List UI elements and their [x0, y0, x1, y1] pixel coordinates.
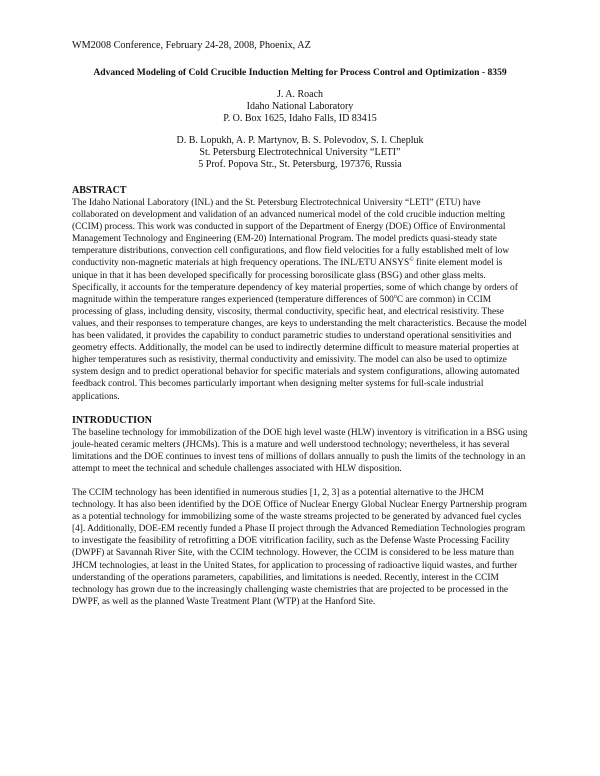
abstract-text-part: finite element model is unique in that it has been developed specifically for processing borosilicate glass (BSG) and other glass melts. Specifically, it accounts for the temperature dependency of key material properties, some of which change by orders of magnitude within the temperature ranges experienced (temperature differences of 500 [72, 258, 518, 305]
author-address: P. O. Box 1625, Idaho Falls, ID 83415 [223, 113, 377, 124]
introduction-paragraph-1: The baseline technology for immobilization of the DOE high level waste (HLW) inventory is vitrification in a BSG using joule-heated ceramic melters (JHCMs). This is a mature and well understood technology; nevertheless, it has several limitations and the DOE continues to invest tens of millions of dollars annually to push the limits of the technology in an attempt to meet the technical and schedule challenges associated with HLW disposition. [72, 427, 528, 474]
author-names: D. B. Lopukh, A. P. Martynov, B. S. Polevodov, S. I. Chepluk [176, 135, 424, 146]
degree-superscript: o [393, 293, 397, 300]
author-block-inl [72, 89, 528, 125]
abstract-text-part: The Idaho National Laboratory (INL) and the St. Petersburg Electrotechnical University “LETI” (ETU) have collaborated on development and validation of an advanced numerical model of the cold crucible induction melting (CCIM) process. This work was conducted in support of the Department of Energy (DOE) Office of Environmental Management Technology and Engineering (EM-20) International Program. The model predicts quasi-steady state temperature distributions, convection cell configurations, and flow field velocities for a fully established melt of low conductivity non-magnetic materials at high frequency operations. The INL/ETU ANSYS [72, 198, 510, 269]
abstract-paragraph [72, 197, 528, 403]
abstract-text-part: C are common) in CCIM processing of glass, including density, viscosity, thermal conductivity, specific heat, and electrical resistivity. These values, and their responses to temperature changes, are keys to understanding the melt characteristics. Because the model has been validated, it provides the capability to conduct parametric studies to understand operational sensitivities and geometry effects. Additionally, the model can be used to indirectly determine difficult to measure material properties at higher temperatures such as resistivity, thermal conductivity and emissivity. The model can also be used to optimize system design and to predict operational behavior for specific materials and system configurations, allowing automated feedback control. This becomes particularly important when designing melter systems for full-scale industrial applications. [72, 294, 527, 402]
author-address: 5 Prof. Popova Str., St. Petersburg, 197376, Russia [198, 159, 402, 170]
author-name: J. A. Roach [276, 89, 324, 100]
introduction-paragraph-2: The CCIM technology has been identified in numerous studies [1, 2, 3] as a potential alternative to the JHCM technology. It has also been identified by the DOE Office of Nuclear Energy Global Nuclear Energy Partnership program as a potential technology for immobilizing some of the waste streams projected to be generated by advanced fuel cycles [4]. Additionally, DOE-EM recently funded a Phase II project through the Advanced Remediation Technologies program to investigate the feasibility of retrofitting a DOE vitrification facility, such as the Defense Waste Processing Facility (DWPF) at Savannah River Site, with the CCIM technology. However, the CCIM is considered to be less mature than JHCM technologies, at least in the United States, for application to processing of radioactive liquid wastes, and further understanding of the operations parameters, capabilities, and limitations is needed. Recently, interest in the CCIM technology has grown due to the increasingly challenging waste chemistries that are projected to be processed in the DWPF, as well as the planned Waste Treatment Plant (WTP) at the Hanford Site. [72, 487, 527, 607]
document-page [72, 40, 528, 608]
conference-header: WM2008 Conference, February 24-28, 2008, Phoenix, AZ [72, 40, 311, 51]
author-organization: Idaho National Laboratory [246, 101, 354, 112]
paper-title: Advanced Modeling of Cold Crucible Induction Melting for Process Control and Optimization - 8359 [93, 67, 507, 78]
abstract-heading: ABSTRACT [72, 185, 127, 196]
introduction-heading: INTRODUCTION [72, 414, 153, 426]
author-organization: St. Petersburg Electrotechnical University “LETI” [199, 147, 401, 158]
copyright-superscript: © [409, 257, 414, 264]
author-block-leti [72, 135, 528, 171]
